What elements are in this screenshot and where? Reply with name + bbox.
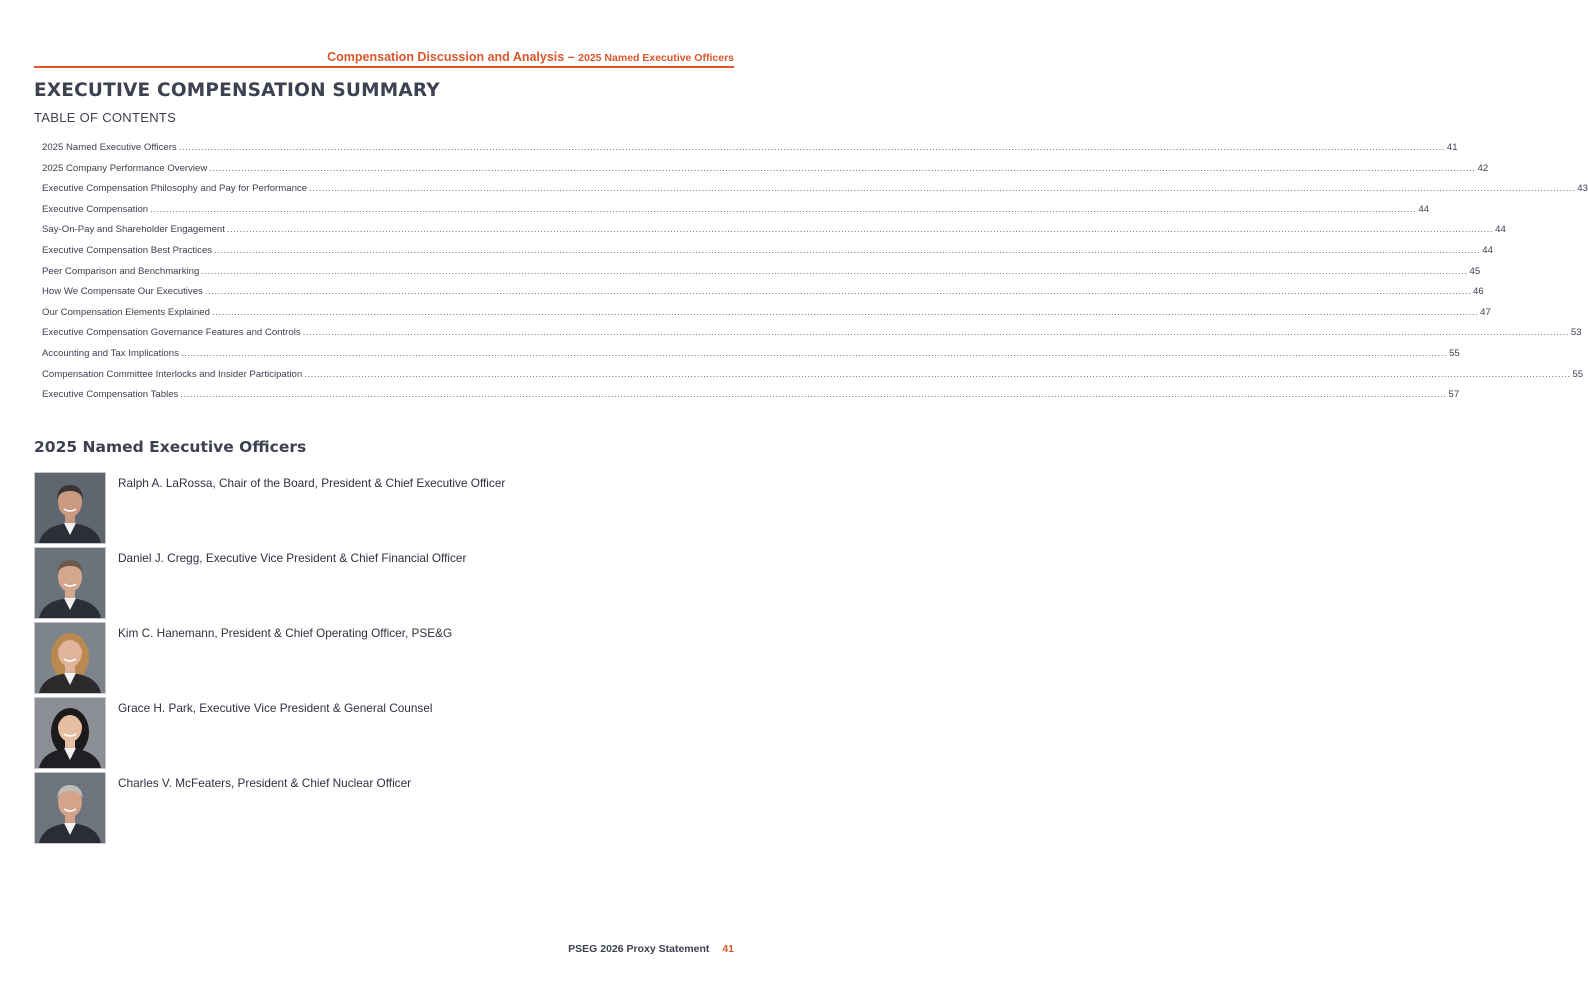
neo-heading: 2025 Named Executive Officers [34,438,307,456]
toc-heading: TABLE OF CONTENTS [34,110,177,125]
toc-entry-page: 55 [1449,347,1460,359]
header-subsection: 2025 Named Executive Officers [578,52,734,64]
header-rule [34,66,734,68]
executive-entry [34,547,634,619]
toc-row[interactable] [42,183,1588,204]
header-section: Compensation Discussion and Analysis – [327,50,575,64]
toc-row[interactable] [42,327,1582,348]
table-of-contents [42,142,1588,410]
toc-row[interactable] [42,142,1458,163]
executive-entry [34,472,634,544]
toc-leader-dots: ................................................................................................................................................................................................................................................................................................................................................................................................................ [209,162,1476,174]
toc-entry-label: Say-On-Pay and Shareholder Engagement [42,224,225,236]
toc-leader-dots: ................................................................................................................................................................................................................................................................................................................................................................................................................ [211,306,1479,318]
executive-name-title: Grace H. Park, Executive Vice President & General Counsel [118,701,433,715]
toc-row[interactable] [42,286,1484,307]
executive-entry [34,622,634,694]
toc-entry-label: Accounting and Tax Implications [42,347,179,359]
page-title: EXECUTIVE COMPENSATION SUMMARY [34,80,440,101]
toc-leader-dots: ................................................................................................................................................................................................................................................................................................................................................................................................................ [309,183,1576,195]
toc-leader-dots: ................................................................................................................................................................................................................................................................................................................................................................................................................ [180,347,1448,359]
toc-row[interactable] [42,347,1460,369]
toc-row[interactable] [42,162,1489,184]
toc-entry-page: 46 [1473,286,1484,298]
executive-name-title: Daniel J. Cregg, Executive Vice President & Chief Financial Officer [118,551,467,565]
toc-entry-label: Executive Compensation [42,203,149,215]
toc-row[interactable] [42,244,1493,266]
toc-row[interactable] [42,224,1506,245]
toc-entry-label: Executive Compensation Best Practices [42,244,213,256]
toc-entry-label: Executive Compensation Tables [42,389,179,401]
toc-row[interactable] [42,306,1491,328]
toc-entry-page: 47 [1480,306,1491,318]
toc-leader-dots: ................................................................................................................................................................................................................................................................................................................................................................................................................ [180,389,1447,401]
toc-entry-label: Peer Comparison and Benchmarking [42,265,200,277]
toc-entry-page: 53 [1570,327,1582,339]
toc-entry-label: Executive Compensation Governance Features and Controls [42,327,301,339]
executive-name-title: Kim C. Hanemann, President & Chief Operating Officer, PSE&G [118,626,453,640]
toc-leader-dots: ................................................................................................................................................................................................................................................................................................................................................................................................................ [178,142,1445,153]
toc-leader-dots: ................................................................................................................................................................................................................................................................................................................................................................................................................ [226,224,1494,236]
toc-entry-label: 2025 Company Performance Overview [42,162,208,174]
toc-leader-dots: ................................................................................................................................................................................................................................................................................................................................................................................................................ [214,244,1481,256]
toc-entry-label: How We Compensate Our Executives [42,286,203,298]
toc-leader-dots: ................................................................................................................................................................................................................................................................................................................................................................................................................ [304,368,1571,380]
executive-name-title: Charles V. McFeaters, President & Chief Nuclear Officer [118,776,412,790]
toc-leader-dots: ................................................................................................................................................................................................................................................................................................................................................................................................................ [150,203,1417,215]
toc-row[interactable] [42,203,1429,225]
toc-entry-label: 2025 Named Executive Officers [42,142,177,153]
toc-leader-dots: ................................................................................................................................................................................................................................................................................................................................................................................................................ [201,265,1468,277]
toc-row[interactable] [42,389,1460,410]
toc-entry-page: 42 [1477,162,1489,174]
toc-entry-label: Executive Compensation Philosophy and Pay for Performance [42,183,308,195]
toc-entry-page: 41 [1446,142,1458,153]
executive-photo [34,547,106,619]
running-header [327,50,734,64]
toc-entry-page: 55 [1572,368,1584,380]
executive-photo [34,472,106,544]
executive-name-title: Ralph A. LaRossa, Chair of the Board, President & Chief Executive Officer [118,476,506,490]
footer-doc-title: PSEG 2026 Proxy Statement [568,943,710,955]
page-footer [568,943,734,955]
toc-entry-page: 44 [1418,203,1429,215]
toc-entry-page: 45 [1469,265,1481,277]
executive-entry [34,697,634,769]
executive-photo [34,772,106,844]
toc-leader-dots: ................................................................................................................................................................................................................................................................................................................................................................................................................ [302,327,1569,339]
executive-entry [34,772,634,844]
toc-entry-page: 57 [1448,389,1460,401]
executive-photo [34,697,106,769]
toc-entry-label: Compensation Committee Interlocks and Insider Participation [42,368,303,380]
toc-entry-page: 44 [1495,224,1506,236]
toc-row[interactable] [42,265,1481,287]
toc-entry-page: 44 [1482,244,1493,256]
toc-row[interactable] [42,368,1584,390]
executive-photo [34,622,106,694]
toc-entry-label: Our Compensation Elements Explained [42,306,210,318]
toc-entry-page: 43 [1577,183,1588,195]
toc-leader-dots: ................................................................................................................................................................................................................................................................................................................................................................................................................ [204,286,1472,298]
footer-page-number: 41 [722,943,734,955]
